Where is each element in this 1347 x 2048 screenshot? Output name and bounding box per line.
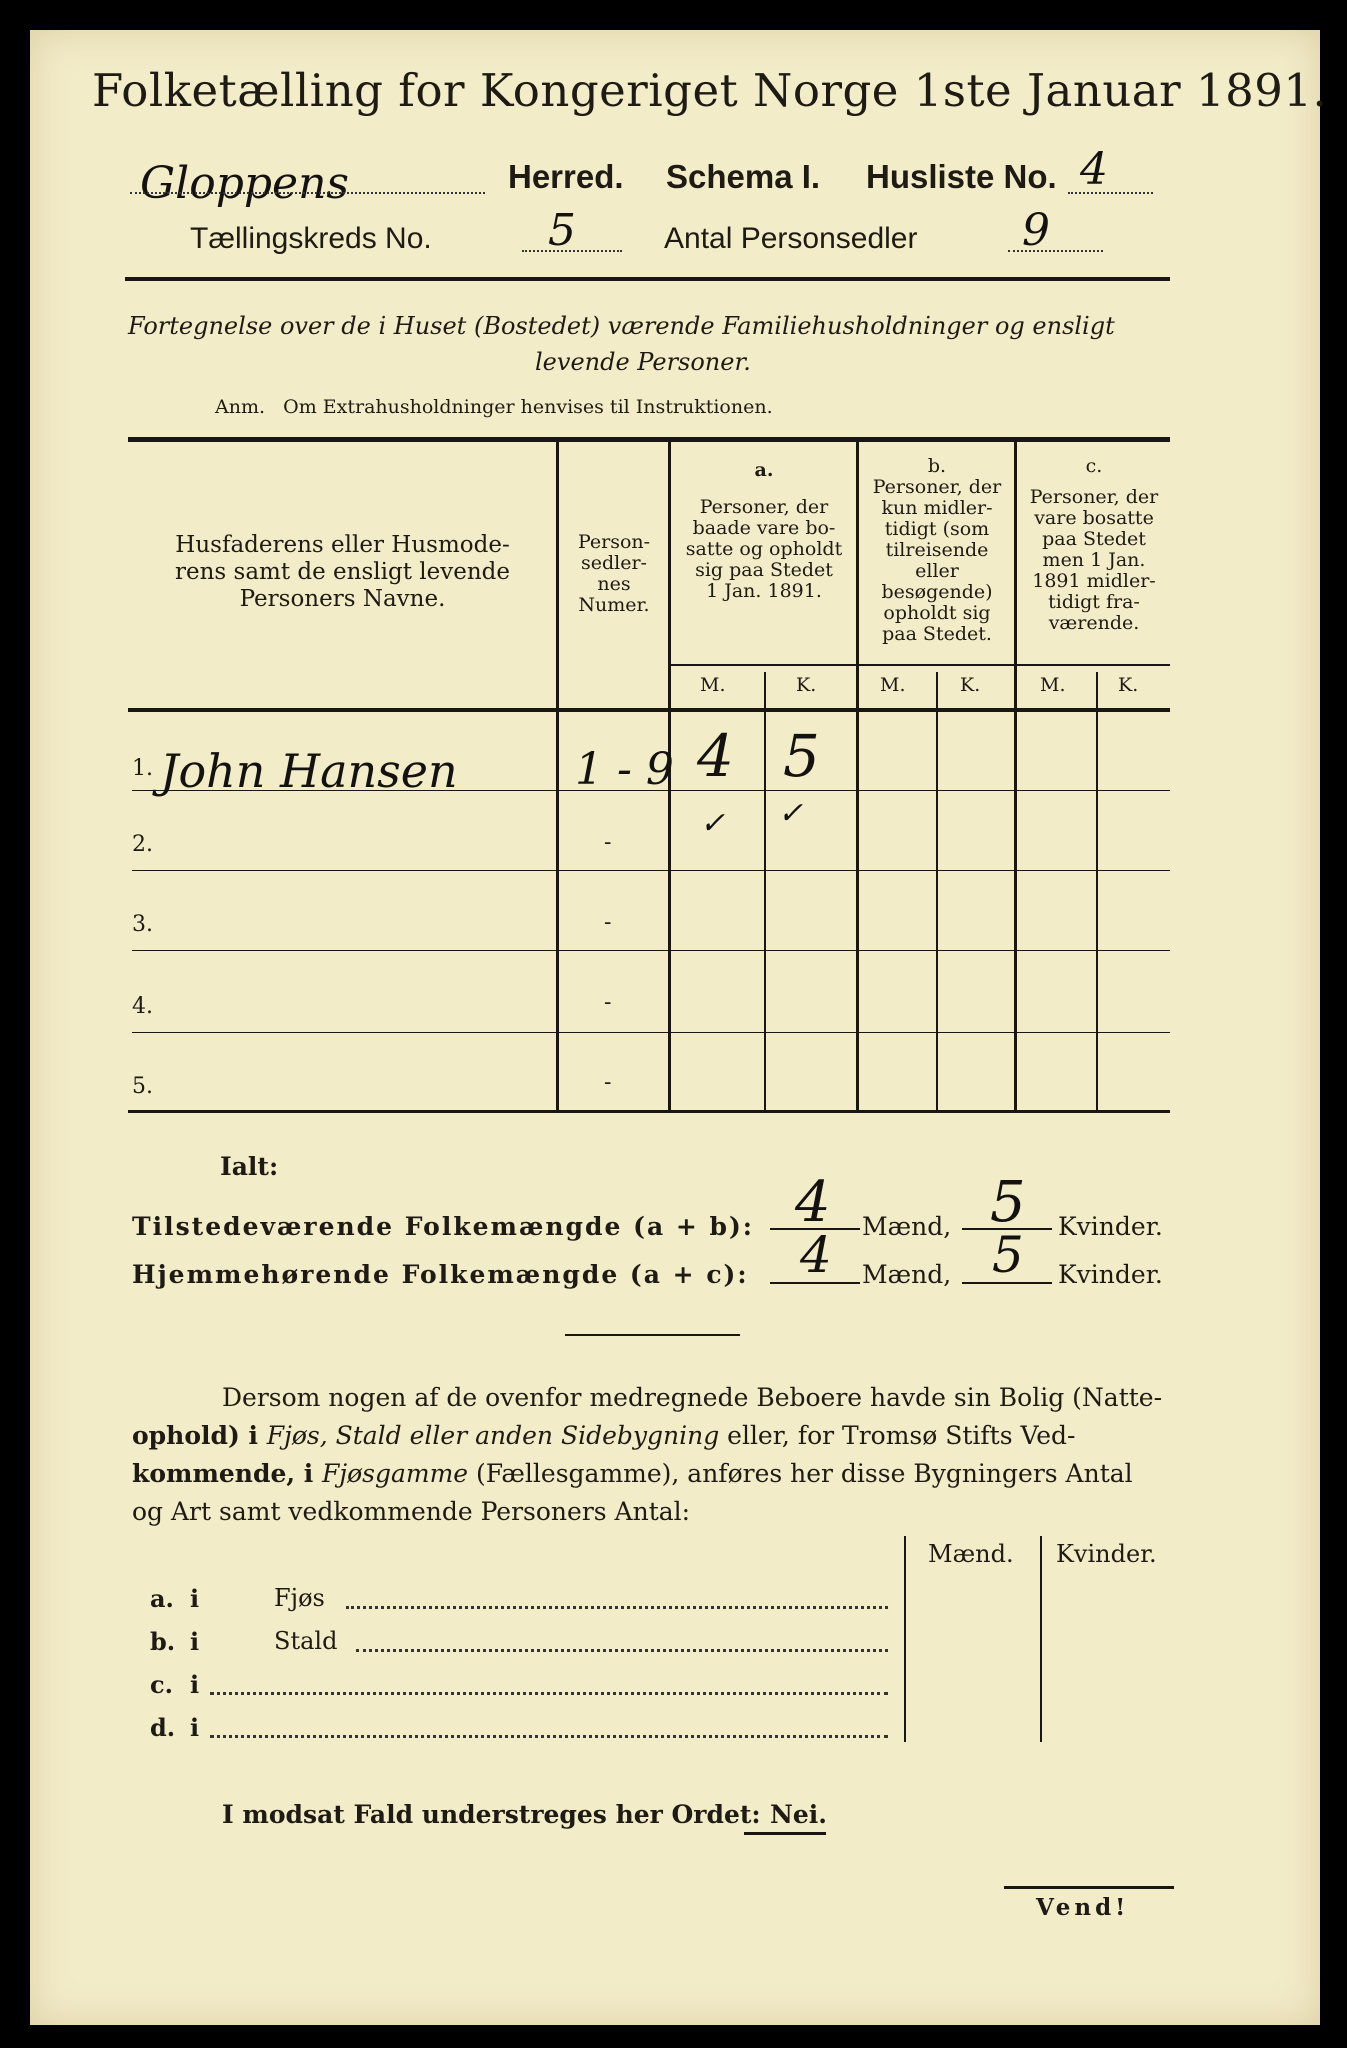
col-num-header: Person- sedler- nes Numer. (577, 531, 651, 616)
row-number: 2. (132, 832, 153, 857)
row-num: - (604, 910, 612, 935)
tilstede-k-value: 5 (990, 1170, 1026, 1235)
form-title: Folketælling for Kongeriget Norge 1ste Januar 1891. (92, 64, 1328, 117)
husliste-label: Husliste No. (866, 158, 1057, 195)
building-item-letter: b. (150, 1627, 176, 1656)
kreds-label: Tællingskreds No. (190, 222, 432, 255)
nei-underline (744, 1832, 826, 1835)
buildings-p2: ophold) i Fjøs, Stald eller anden Sidebygning eller, for Tromsø Stifts Ved- (132, 1421, 1076, 1450)
tilstede-maend: Mænd, (862, 1212, 952, 1241)
ialt-label: Ialt: (220, 1152, 279, 1181)
a-k-label: K. (796, 674, 817, 696)
building-item-label: Fjøs (274, 1584, 325, 1612)
building-item-letter: c. (150, 1670, 173, 1699)
vend-text: Vend! (1036, 1894, 1130, 1921)
row-num: 1 - 9 (575, 744, 674, 795)
row-a-m: ✓ (700, 806, 726, 841)
hjemme-maend: Mænd, (862, 1260, 952, 1289)
header-rule (125, 277, 1170, 281)
row-number: 4. (132, 994, 153, 1019)
col-b-header: b. Personer, der kun midler- tidigt (som tilreisende eller besøgende) opholdt sig paa Stedet. (872, 455, 1002, 645)
buildings-kvinder-header: Kvinder. (1056, 1540, 1157, 1568)
schema-label: Schema I. (666, 158, 821, 195)
col-divider (556, 440, 559, 1112)
col-divider (856, 440, 859, 1112)
antal-label: Antal Personsedler (664, 222, 918, 255)
intro-line2: levende Personer. (535, 348, 751, 376)
c-k-label: K. (1118, 674, 1139, 696)
col-divider (1014, 440, 1017, 1112)
herred-value: Gloppens (140, 158, 349, 209)
tilstede-m-value: 4 (795, 1170, 831, 1235)
antal-dotline (1008, 250, 1103, 252)
intro-line1: Fortegnelse over de i Huset (Bostedet) værende Familiehusholdninger og ensligt (128, 312, 1115, 340)
building-item-dotline (210, 1692, 888, 1695)
vend-rule (1004, 1886, 1174, 1889)
a-m-label: M. (700, 674, 726, 696)
building-item-i: i (190, 1584, 200, 1613)
husliste-dotline (1068, 192, 1153, 194)
col-a-header: a. Personer, der baade vare bo- satte og opholdt sig paa Stedet 1 Jan. 1891. (685, 459, 843, 602)
row-a-k: 5 (783, 722, 820, 790)
row-rule (132, 1032, 1170, 1033)
herred-dotline (130, 192, 485, 194)
hjemme-m-value: 4 (800, 1226, 832, 1284)
row-num: - (604, 830, 612, 855)
buildings-p3: kommende, i Fjøsgamme (Fællesgamme), anføres her disse Bygningers Antal (132, 1459, 1133, 1488)
buildings-p1: Dersom nogen af de ovenfor medregnede Beboere havde sin Bolig (Natte- (222, 1383, 1163, 1412)
buildings-col-divider (904, 1536, 906, 1742)
row-name: John Hansen (160, 744, 458, 798)
row-num: - (604, 1070, 612, 1095)
nei-word: Nei. (770, 1800, 827, 1829)
row-number: 5. (132, 1074, 153, 1099)
buildings-maend-header: Mænd. (928, 1540, 1014, 1568)
col-c-header: c. Personer, der vare bosatte paa Stedet men 1 Jan. 1891 midler- tidigt fra- værende. (1029, 455, 1159, 634)
hjemme-label: Hjemmehørende Folkemængde (a + c): (132, 1260, 749, 1289)
building-item-label: Stald (274, 1627, 338, 1655)
kreds-value: 5 (548, 205, 576, 256)
b-m-label: M. (880, 674, 906, 696)
row-num: - (604, 990, 612, 1015)
building-item-letter: a. (150, 1584, 174, 1613)
tilstede-kvinder: Kvinder. (1058, 1212, 1163, 1241)
kreds-dotline (522, 250, 622, 252)
building-item-i: i (190, 1670, 200, 1699)
col-divider-mk (1096, 672, 1098, 1112)
anm-label: Anm. (215, 396, 266, 418)
buildings-col-divider (1040, 1536, 1042, 1742)
row-rule (132, 950, 1170, 951)
building-item-i: i (190, 1713, 200, 1742)
c-m-label: M. (1040, 674, 1066, 696)
building-item-dotline (356, 1649, 888, 1652)
building-item-letter: d. (150, 1713, 176, 1742)
building-item-i: i (190, 1627, 200, 1656)
hjemme-kvinder: Kvinder. (1058, 1260, 1163, 1289)
row-rule (132, 870, 1170, 871)
row-number: 1. (132, 756, 153, 781)
antal-value: 9 (1022, 205, 1050, 256)
anm-text: Om Extrahusholdninger henvises til Instruktionen. (283, 396, 773, 418)
herred-label: Herred. (508, 158, 624, 195)
b-k-label: K. (960, 674, 981, 696)
buildings-p4: og Art samt vedkommende Personers Antal: (132, 1497, 691, 1526)
section-divider (565, 1334, 740, 1336)
row-a-m: 4 (697, 722, 734, 790)
row-a-k: ✓ (778, 796, 804, 831)
col-divider-mk (764, 672, 766, 1112)
building-item-dotline (210, 1735, 888, 1738)
row-number: 3. (132, 912, 153, 937)
tilstede-label: Tilstedeværende Folkemængde (a + b): (132, 1212, 755, 1241)
modsat-text: I modsat Fald understreges her Ordet: (222, 1800, 761, 1829)
col-divider-mk (936, 672, 938, 1112)
husliste-value: 4 (1080, 144, 1108, 195)
anm-note (215, 396, 773, 418)
hjemme-k-value: 5 (992, 1226, 1024, 1284)
col-name-header: Husfaderens eller Husmode- rens samt de ensligt levende Personers Navne. (175, 532, 510, 612)
mk-rule (670, 664, 1170, 666)
building-item-dotline (346, 1606, 888, 1609)
